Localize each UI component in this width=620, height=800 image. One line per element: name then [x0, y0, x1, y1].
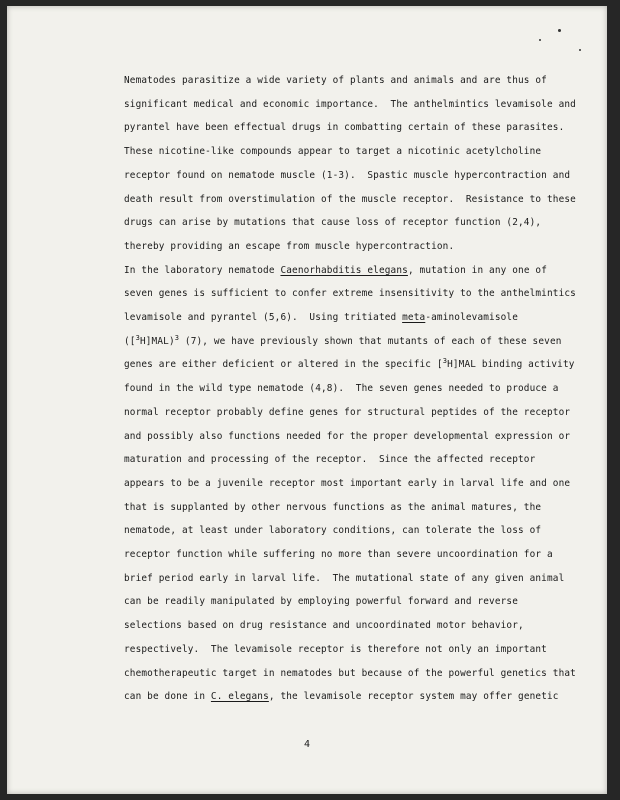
text-line: drugs can arise by mutations that cause loss of receptor function (2,4), — [124, 217, 542, 229]
text-line: selections based on drug resistance and uncoordinated motor behavior, — [124, 620, 524, 632]
text-line: These nicotine-like compounds appear to target a nicotinic acetylcholine — [124, 146, 542, 158]
scan-speck — [558, 29, 561, 32]
text-line: genes are either deficient or altered in the specific [$^3$H]MAL binding activity — [124, 357, 575, 371]
meta-underlined: meta — [402, 312, 426, 324]
text-line: can be done in C. elegans, the levamisole receptor system may offer genetic — [124, 691, 559, 703]
text-line: Nematodes parasitize a wide variety of plants and animals and are thus of — [124, 75, 547, 86]
scan-speck — [579, 49, 581, 51]
text-line: found in the wild type nematode (4,8). The seven genes needed to produce a — [124, 383, 559, 395]
page-body-text — [104, 69, 579, 709]
text-line: appears to be a juvenile receptor most important early in larval life and one — [124, 477, 571, 489]
text-line: brief period early in larval life. The mutational state of any given animal — [124, 572, 565, 584]
superscript: 3 — [442, 357, 448, 366]
text-line: nematode, at least under laboratory conditions, can tolerate the loss of — [124, 525, 542, 537]
species-name-underlined: Caenorhabditis elegans — [280, 264, 408, 276]
text-line: receptor function while suffering no more than severe uncoordination for a — [124, 549, 553, 561]
text-line: normal receptor probably define genes for structural peptides of the receptor — [124, 406, 571, 418]
text-line: can be readily manipulated by employing powerful forward and reverse — [124, 596, 519, 608]
text-line: significant medical and economic importance. The anthelmintics levamisole and — [124, 98, 576, 110]
text-line: thereby providing an escape from muscle hypercontraction. — [124, 240, 455, 252]
superscript: 3 — [174, 333, 180, 342]
page-number: 4 — [303, 739, 311, 750]
scan-speck — [539, 39, 541, 41]
paragraph-1 — [104, 69, 579, 259]
text-line: levamisole and pyrantel (5,6). Using tritiated meta-aminolevamisole — [124, 312, 519, 324]
text-line: In the laboratory nematode Caenorhabditis elegans, mutation in any one of — [124, 264, 547, 276]
superscript: 3 — [135, 333, 140, 342]
text-line: chemotherapeutic target in nematodes but because of the powerful genetics that — [124, 667, 576, 679]
text-line: maturation and processing of the receptor. Since the affected receptor — [124, 454, 536, 466]
text-line: respectively. The levamisole receptor is therefore not only an important — [124, 643, 547, 655]
text-line: $([^3H]MAL)^3$ (7), we have previously shown that mutants of each of these seven — [124, 333, 562, 347]
text-line: death result from overstimulation of the muscle receptor. Resistance to these — [124, 193, 576, 205]
paragraph-2 — [104, 259, 579, 709]
text-line: pyrantel have been effectual drugs in combatting certain of these parasites. — [124, 122, 565, 134]
text-line: that is supplanted by other nervous functions as the animal matures, the — [124, 501, 542, 513]
text-line: receptor found on nematode muscle (1-3). Spastic muscle hypercontraction and — [124, 169, 571, 181]
document-page — [7, 6, 607, 794]
text-line: seven genes is sufficient to confer extreme insensitivity to the anthelmintics — [124, 288, 576, 300]
text-line: and possibly also functions needed for the proper developmental expression or — [124, 430, 571, 442]
species-abbrev-underlined: C. elegans — [210, 691, 269, 703]
